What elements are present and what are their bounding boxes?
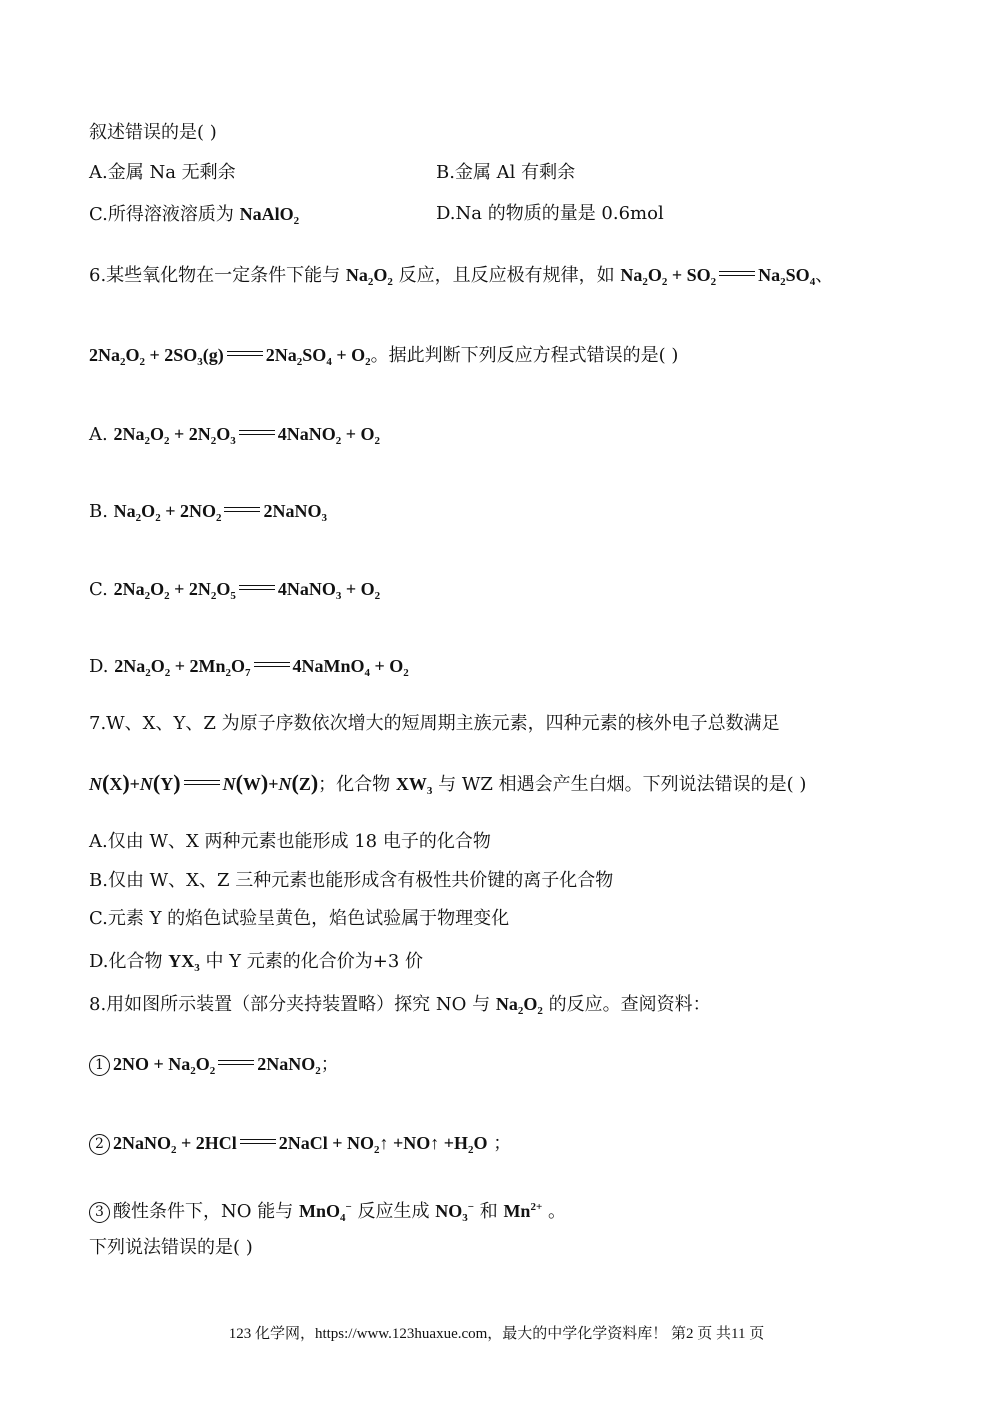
q6-option-c: C. $2Na_2O_2 + 2N_2O_5$ 4NaNO$_3$ + $O_2$ <box>89 579 381 602</box>
q8-question: 下列说法错误的是( ) <box>89 1237 253 1258</box>
q7-option-b: B.仅由 W、X、Z 三种元素也能形成含有极性共价键的离子化合物 <box>89 870 614 891</box>
q5-options-row2 <box>89 202 889 233</box>
q7-option-a: A.仅由 W、X 两种元素也能形成 18 电子的化合物 <box>89 831 491 852</box>
q5-options-row1 <box>89 161 889 185</box>
q5-option-a: A.金属 Na 无剩余 <box>89 162 236 183</box>
q8-item-1: 1 $2NO + Na_2O_2$ 2NaNO$_2$； <box>89 1052 339 1083</box>
q8-item-2: 2 2NaNO$_2$ + 2HCl 2NaCl + $NO_2↑$ +NO↑ $+H_2O$ ； <box>89 1131 511 1162</box>
q5-stem-tail: 叙述错误的是( ) <box>89 122 217 143</box>
circled-number-1: 1 <box>89 1055 110 1076</box>
circled-number-2: 2 <box>89 1134 110 1155</box>
q8-stem: 8.用如图所示装置（部分夹持装置略）探究 NO 与 $Na_2O_2$ 的反应。查阅资料： <box>89 994 711 1017</box>
q6-stem-line2: $2Na_2O_2 + 2SO_3(g) 2Na_2SO_4 + O_2$。据此判断下列反应方程式错误的是( ) <box>89 345 679 368</box>
page-footer: 123 化学网，https://www.123huaxue.com，最大的中学化学资料库！ 第2 页 共11 页 <box>228 1326 765 1342</box>
q5-option-c: C.所得溶液溶质为 NaAlO$_2$ <box>89 204 300 227</box>
q7-option-c: C.元素 Y 的焰色试验呈黄色，焰色试验属于物理变化 <box>89 908 510 929</box>
q6-stem: 6.某些氧化物在一定条件下能与 $Na_2O_2$ 反应，且反应极有规律，如 $Na_2O_2 + SO_2$ $Na_2SO_4$、 <box>89 265 834 288</box>
q7-stem: 7.W、X、Y、Z 为原子序数依次增大的短周期主族元素，四种元素的核外电子总数满足 <box>89 713 780 734</box>
q5-option-b: B.金属 Al 有剩余 <box>436 162 576 183</box>
q7-option-d: D.化合物 $YX_3$ 中 Y 元素的化合价为+3 价 <box>89 951 424 974</box>
q6-option-a: A. $2Na_2O_2 + 2N_2O_3$ 4NaNO$_2$ + $O_2$ <box>89 424 381 447</box>
q8-item-3: 3 酸性条件下，NO 能与 MnO$_4$− 反应生成 $NO_3^-$ 和 $Mn^{2+}$ 。 <box>89 1195 566 1230</box>
q6-option-d: D. $2Na_2O_2 + 2Mn_2O_7$ 4NaMnO$_4$ + $O_2$ <box>89 656 409 679</box>
q5-option-d: D.Na 的物质的量是 0.6mol <box>436 203 664 224</box>
q6-option-b: B. $Na_2O_2 + 2NO_2$ 2NaNO$_3$ <box>89 501 327 524</box>
q7-stem-line2: N(X)+N(Y) N(W)+N(Z)；化合物 $XW_3$ 与 WZ 相遇会产生白烟。下列说法错误的是( ) <box>89 770 807 797</box>
circled-number-3: 3 <box>89 1202 110 1223</box>
